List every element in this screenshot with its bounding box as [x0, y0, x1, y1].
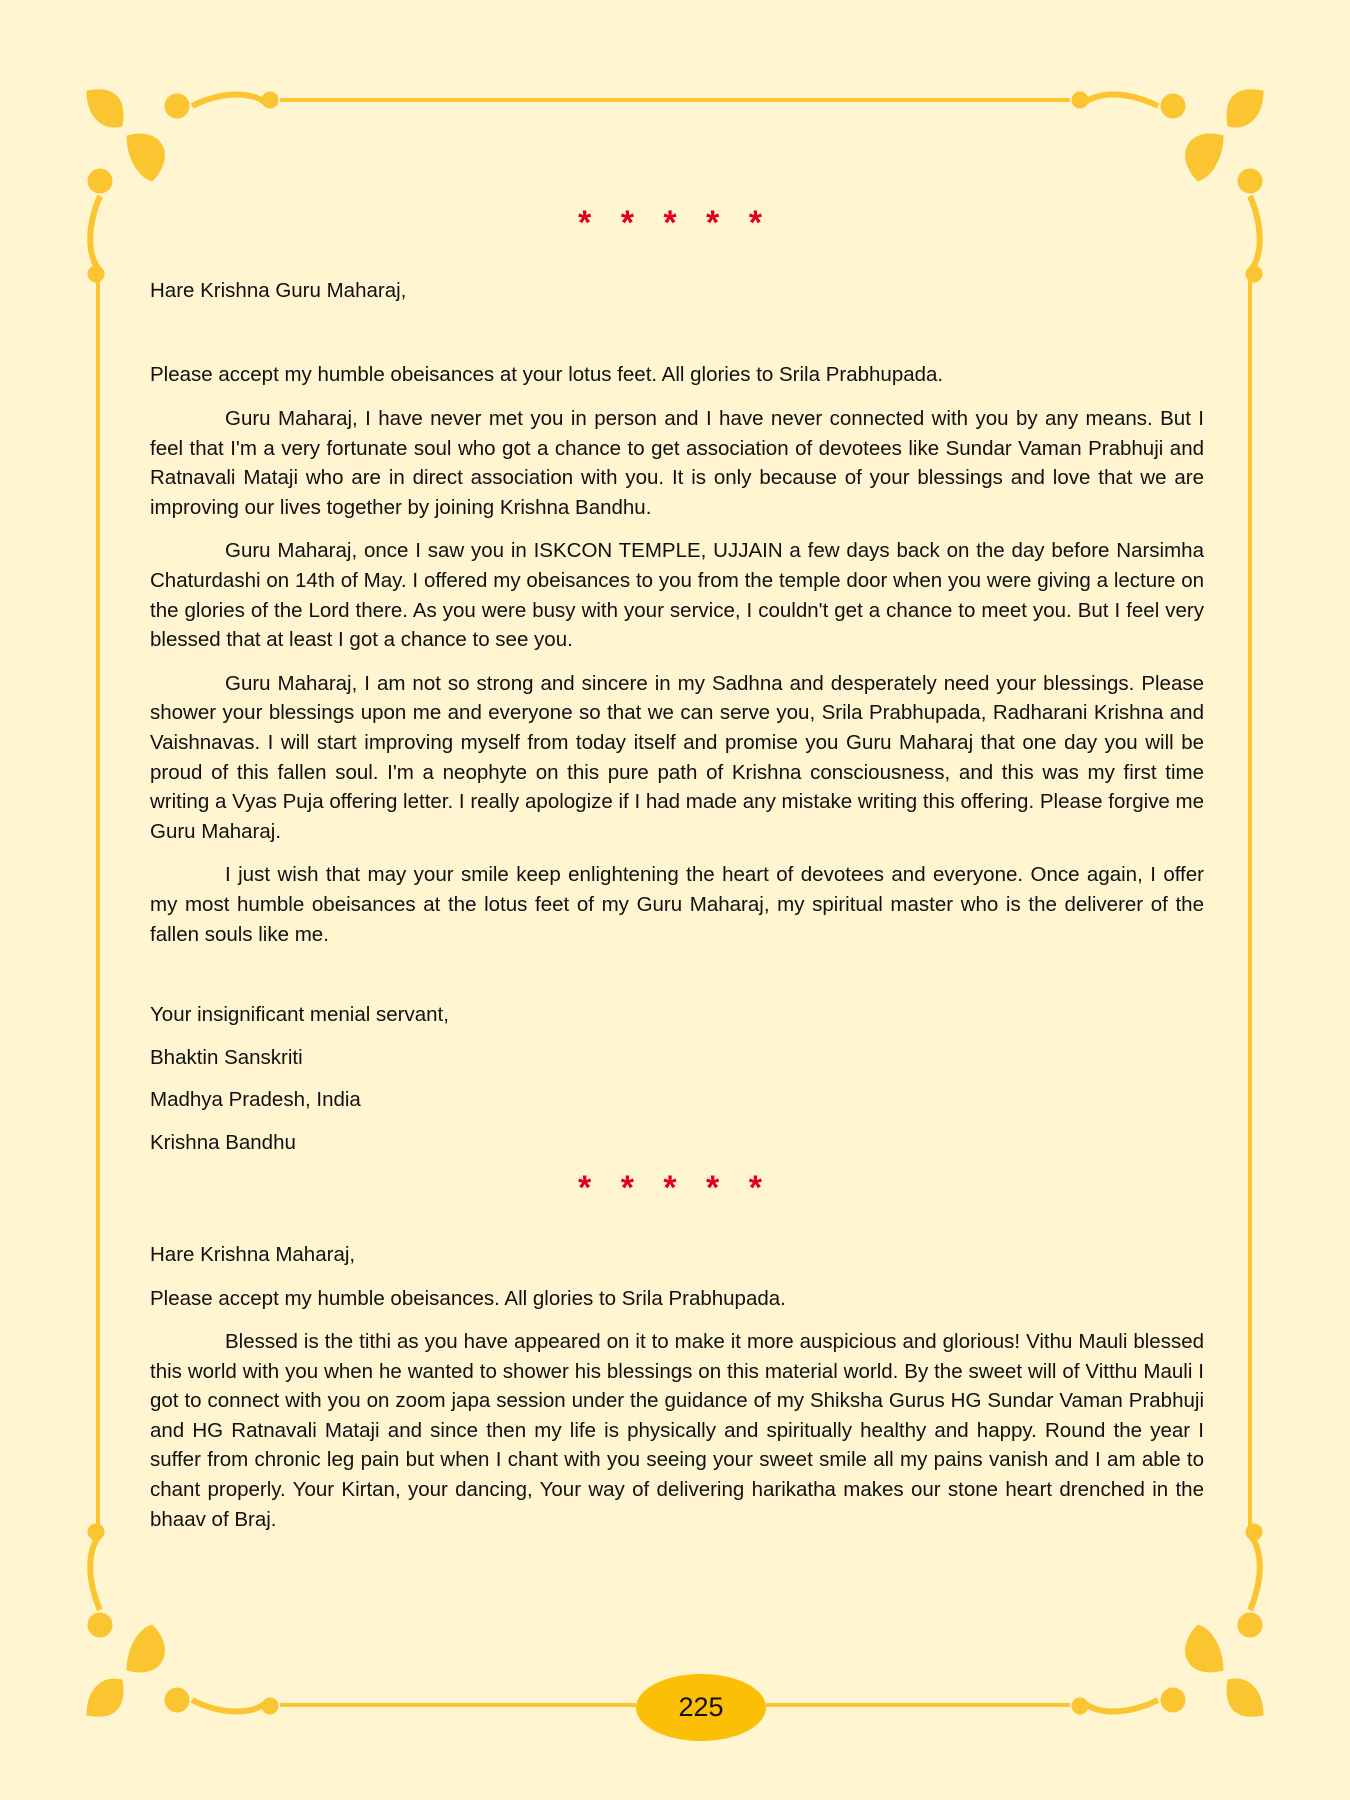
- corner-ornament-bottom-right: [1068, 1520, 1268, 1720]
- letter1-paragraph: Guru Maharaj, once I saw you in ISKCON TEMPLE, UJJAIN a few days back on the day before Narsimha Chaturdashi on 14th of May. I offered my obeisances to you from the temple door when you were giving a lecture on the glories of the Lord there. As you were busy with your service, I couldn't get a chance to meet you. But I feel very blessed that at least I got a chance to see you.: [150, 539, 1204, 652]
- separator-stars-top: * * * * *: [578, 204, 772, 242]
- letter1-paragraph: I just wish that may your smile keep enlightening the heart of devotees and everyone. Once again, I offer my most humble obeisances at the lotus feet of my Guru Maharaj, my spiritual master who is the deliverer of the fallen souls like me.: [150, 863, 1204, 946]
- letter1-signature-location: Madhya Pradesh, India: [150, 1088, 361, 1111]
- letter1-opening: Please accept my humble obeisances at your lotus feet. All glories to Srila Prabhupada.: [150, 363, 944, 386]
- corner-ornament-top-left: [82, 86, 282, 286]
- page-number: 225: [678, 1692, 724, 1722]
- frame-left-line: [96, 272, 100, 1532]
- letter1-body: [150, 404, 1204, 949]
- frame-top-line: [280, 98, 1070, 102]
- frame-bottom-line-right: [766, 1703, 1070, 1707]
- page-number-badge: [636, 1674, 766, 1741]
- letter2-paragraph: Blessed is the tithi as you have appeared on it to make it more auspicious and glorious! Vithu Mauli blessed this world with you when he wanted to shower his blessings on this material world. By the sweet will of Vitthu Mauli I got to connect with you on zoom japa session under the guidance of my Shiksha Gurus HG Sundar Vaman Prabhuji and HG Ratnavali Mataji and since then my life is physically and spiritually healthy and happy. Round the year I suffer from chronic leg pain but when I chant with you seeing your sweet smile all my pains vanish and I am able to chant properly. Your Kirtan, your dancing, Your way of delivering harikatha makes our stone heart drenched in the bhaav of Braj.: [150, 1330, 1204, 1531]
- frame-bottom-line-left: [280, 1703, 636, 1707]
- letter2-opening: Please accept my humble obeisances. All glories to Srila Prabhupada.: [150, 1287, 786, 1310]
- letter1-paragraph: Guru Maharaj, I am not so strong and sincere in my Sadhna and desperately need your blessings. Please shower your blessings upon me and everyone so that we can serve you, Srila Prabhupada, Radharani Krishna and Vaishnavas. I will start improving myself from today itself and promise you Guru Maharaj that one day you will be proud of this fallen soul. I'm a neophyte on this pure path of Krishna consciousness, and this was my first time writing a Vyas Puja offering letter. I really apologize if I had made any mistake writing this offering. Please forgive me Guru Maharaj.: [150, 671, 1204, 843]
- letter1-signature-name: Bhaktin Sanskriti: [150, 1046, 303, 1069]
- corner-ornament-top-right: [1068, 86, 1268, 286]
- separator-stars-middle: * * * * *: [578, 1169, 772, 1207]
- corner-ornament-bottom-left: [82, 1520, 282, 1720]
- letter2-salutation: Hare Krishna Maharaj,: [150, 1243, 356, 1266]
- letter1-paragraph: Guru Maharaj, I have never met you in person and I have never connected with you by any means. But I feel that I'm a very fortunate soul who got a chance to get association of devotees like Sundar Vaman Prabhuji and Ratnavali Mataji who are in direct association with you. It is only because of your blessings and love that we are improving our lives together by joining Krishna Bandhu.: [150, 407, 1204, 519]
- frame-right-line: [1248, 272, 1252, 1532]
- letter1-salutation: Hare Krishna Guru Maharaj,: [150, 279, 407, 302]
- letter1-closing: Your insignificant menial servant,: [150, 1003, 449, 1026]
- letter2-body: [150, 1327, 1204, 1534]
- letter1-signature-group: Krishna Bandhu: [150, 1131, 296, 1154]
